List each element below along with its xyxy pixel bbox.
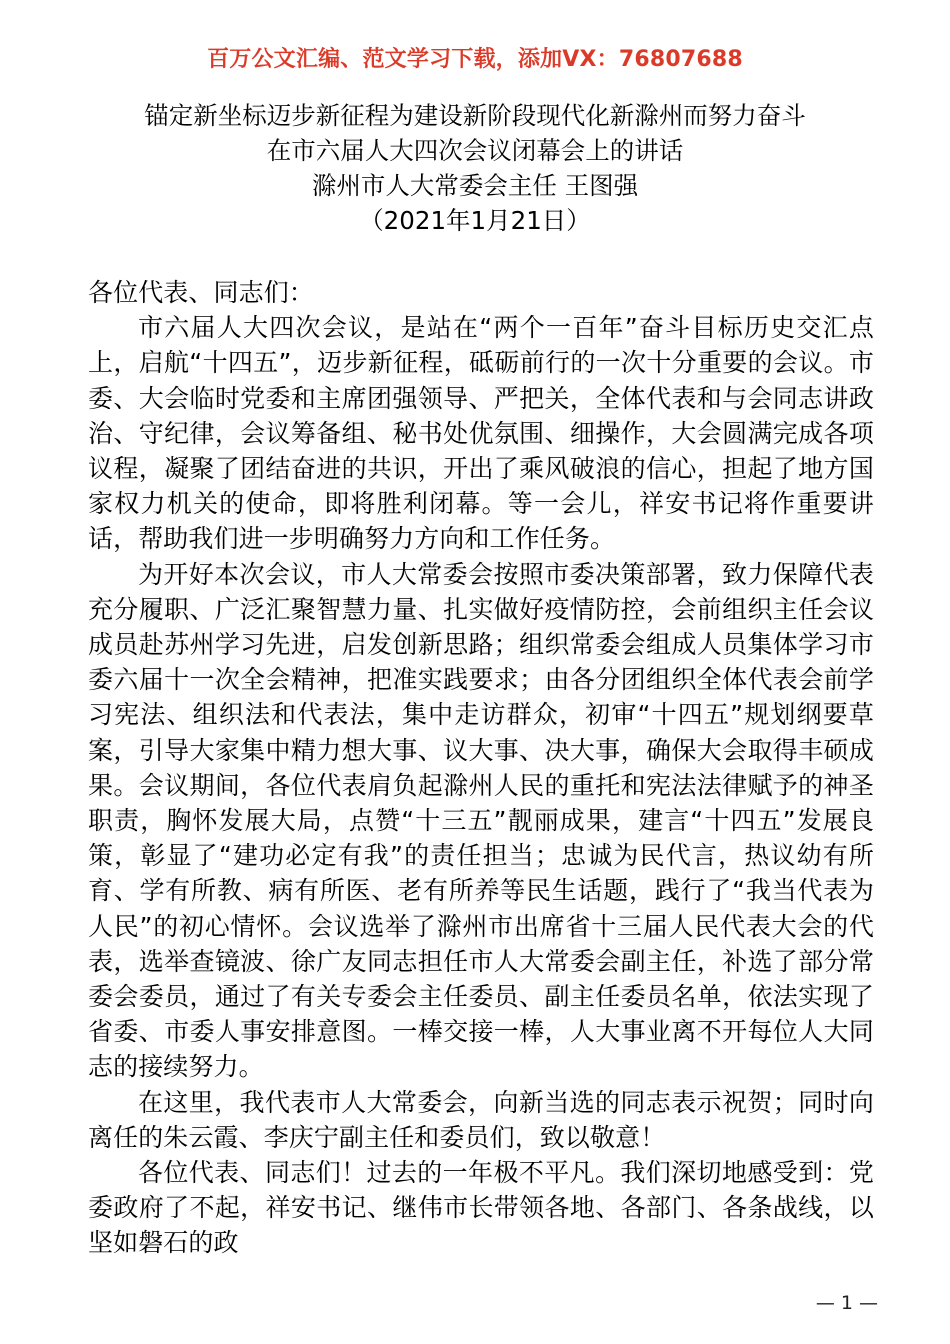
body-paragraph-2: 为开好本次会议，市人大常委会按照市委决策部署，致力保障代表充分履职、广泛汇聚智慧力量、扎实做好疫情防控，会前组织主任会议成员赴苏州学习先进，启发创新思路；组织常委会组成人员集体学习市委六届十一次全会精神，把准实践要求；由各分团组织全体代表会前学习宪法、组织法和代表法，集中走访群众，初审“十四五”规划纲要草案，引导大家集中精力想大事、议大事、决大事，确保大会取得丰硕成果。会议期间，各位代表肩负起滁州人民的重托和宪法法律赋予的神圣职责，胸怀发展大局，点赞“十三五”靓丽成果，建言“十四五”发展良策，彰显了“建功必定有我”的责任担当；忠诚为民代言，热议幼有所育、学有所教、病有所医、老有所养等民生话题，践行了“我当代表为人民”的初心情怀。会议选举了滁州市出席省十三届人民代表大会的代表，选举查镜波、徐广友同志担任市人大常委会副主任，补选了部分常委会委员，通过了有关专委会主任委员、副主任委员名单，依法实现了省委、市委人事安排意图。一棒交接一棒，人大事业离不开每位人大同志的接续努力。	[88, 559, 874, 1082]
title-block	[0, 98, 950, 238]
document-body	[88, 275, 874, 1261]
document-byline: 滁州市人大常委会主任 王图强	[311, 171, 639, 200]
page-number-footer: — 1 —	[815, 1292, 878, 1314]
body-paragraph-1: 市六届人大四次会议，是站在“两个一百年”奋斗目标历史交汇点上，启航“十四五”，迈步新征程，砥砺前行的一次十分重要的会议。市委、大会临时党委和主席团强领导、严把关，全体代表和与会同志讲政治、守纪律，会议筹备组、秘书处优氛围、细操作，大会圆满完成各项议程，凝聚了团结奋进的共识，开出了乘风破浪的信心，担起了地方国家权力机关的使命，即将胜利闭幕。等一会儿，祥安书记将作重要讲话，帮助我们进一步明确努力方向和工作任务。	[88, 313, 874, 554]
promo-banner: 百万公文汇编、范文学习下载，添加VX：76807688	[207, 47, 743, 72]
document-dateline: （2021年1月21日）	[359, 206, 591, 235]
document-title-line-2: 在市六届人大四次会议闭幕会上的讲话	[266, 136, 684, 165]
salutation: 各位代表、同志们：	[88, 278, 314, 307]
body-paragraph-3: 在这里，我代表市人大常委会，向新当选的同志表示祝贺；同时向离任的朱云霞、李庆宁副主任和委员们，致以敬意！	[88, 1087, 874, 1152]
document-title-line-1: 锚定新坐标迈步新征程为建设新阶段现代化新滁州而努力奋斗	[144, 101, 806, 130]
body-paragraph-4: 各位代表、同志们！过去的一年极不平凡。我们深切地感受到：党委政府了不起，祥安书记、继伟市长带领各地、各部门、各条战线，以坚如磐石的政	[88, 1158, 874, 1258]
